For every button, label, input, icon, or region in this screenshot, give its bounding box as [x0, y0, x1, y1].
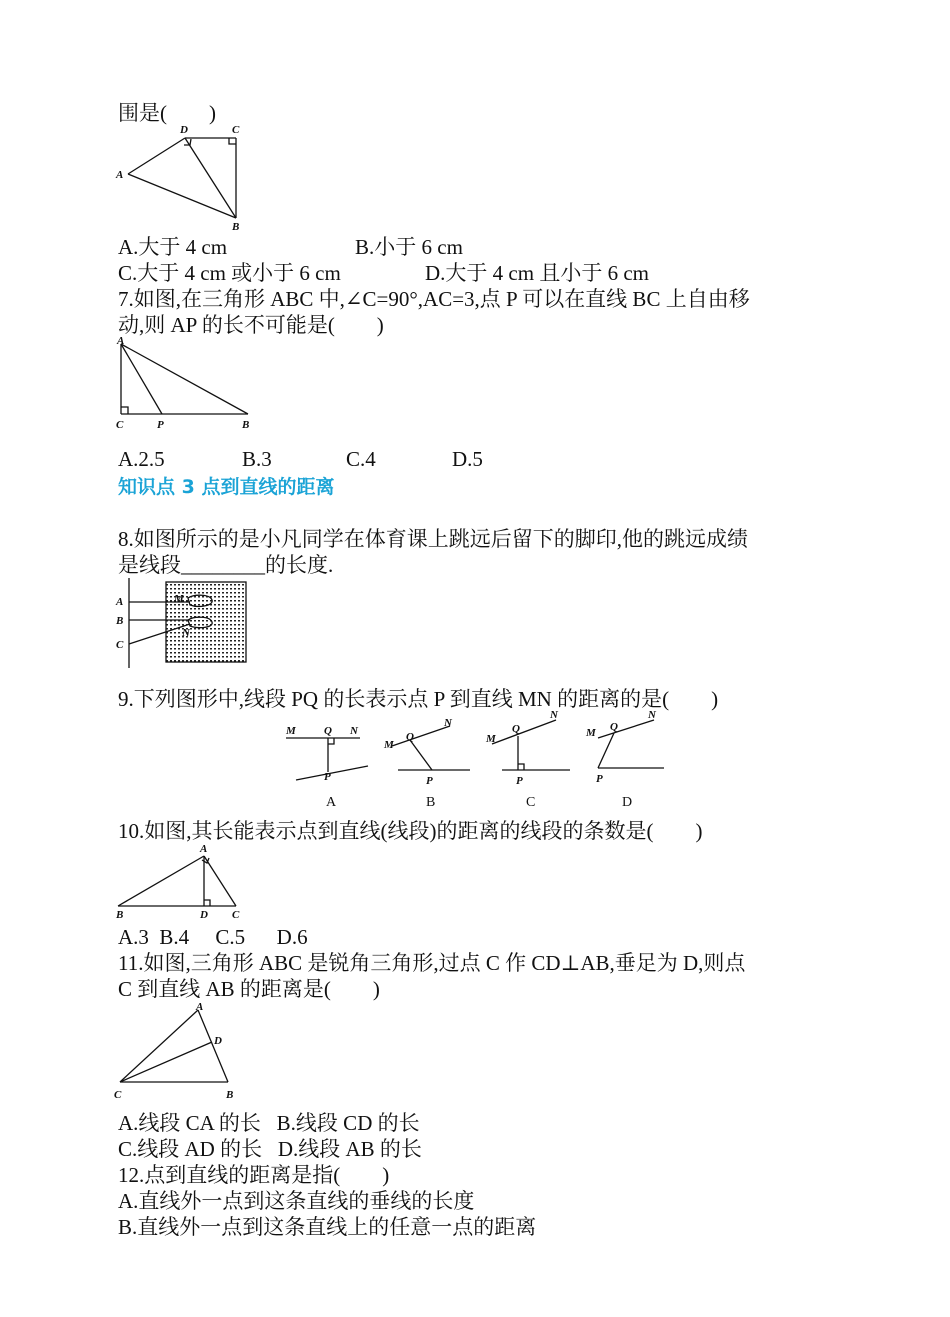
figure-q6 [110, 118, 250, 238]
label-B: B [226, 1089, 234, 1101]
label-N: N [350, 725, 358, 737]
q11-options-cd: C.线段 AD 的长 D.线段 AB 的长 [118, 1137, 422, 1161]
option-label-c: C [526, 795, 536, 810]
q12-option-a: A.直线外一点到这条直线的垂线的长度 [118, 1189, 475, 1213]
q9-stem: 9.下列图形中,线段 PQ 的长表示点 P 到直线 MN 的距离的是( ) [118, 687, 719, 711]
label-Q: Q [610, 721, 618, 733]
figure-q9 [280, 708, 680, 812]
q6-stem-tail: 围是( ) [118, 101, 216, 125]
label-A: A [200, 843, 208, 855]
label-C: C [114, 1089, 122, 1101]
label-C: C [232, 909, 240, 921]
q8-stem-1: 8.如图所示的是小凡同学在体育课上跳远后留下的脚印,他的跳远成绩 [118, 527, 748, 551]
label-Q: Q [512, 723, 520, 735]
figure-q8 [110, 576, 260, 676]
label-C: C [232, 124, 240, 136]
label-B: B [232, 221, 240, 233]
label-N: N [182, 627, 190, 639]
option-label-a: A [326, 795, 337, 810]
label-M: M [174, 593, 184, 605]
q7-option-b: B.3 [242, 447, 272, 471]
q11-stem-1: 11.如图,三角形 ABC 是锐角三角形,过点 C 作 CD⊥AB,垂足为 D,则点 [118, 951, 746, 975]
option-label-b: B [426, 795, 436, 810]
label-B: B [242, 419, 250, 431]
q7-option-d: D.5 [452, 447, 483, 471]
label-C: C [116, 419, 124, 431]
label-M: M [486, 733, 496, 745]
label-A: A [117, 335, 125, 347]
label-P: P [157, 419, 164, 431]
label-Q: Q [406, 731, 414, 743]
q12-stem: 12.点到直线的距离是指( ) [118, 1163, 390, 1187]
figure-q11 [110, 1000, 250, 1104]
label-M: M [384, 739, 394, 751]
label-D: D [214, 1035, 222, 1047]
q10-options: A.3 B.4 C.5 D.6 [118, 925, 308, 949]
label-P: P [596, 773, 603, 785]
label-D: D [200, 909, 208, 921]
label-B: B [116, 615, 124, 627]
label-P: P [516, 775, 523, 787]
label-B: B [116, 909, 124, 921]
q6-option-c: C.大于 4 cm 或小于 6 cm [118, 261, 341, 285]
label-N: N [648, 709, 656, 721]
option-label-d: D [622, 795, 633, 810]
q11-stem-2: C 到直线 AB 的距离是( ) [118, 977, 380, 1001]
label-A: A [116, 596, 124, 608]
label-Q: Q [324, 725, 332, 737]
q7-option-c: C.4 [346, 447, 376, 471]
label-N: N [550, 709, 558, 721]
q10-stem: 10.如图,其长能表示点到直线(线段)的距离的线段的条数是( ) [118, 819, 703, 843]
q6-option-b: B.小于 6 cm [355, 235, 463, 259]
q11-options-ab: A.线段 CA 的长 B.线段 CD 的长 [118, 1111, 420, 1135]
label-D: D [180, 124, 188, 136]
q7-option-a: A.2.5 [118, 447, 165, 471]
q6-option-a: A.大于 4 cm [118, 235, 228, 259]
label-M: M [586, 727, 596, 739]
figure-q10 [112, 842, 252, 922]
label-N: N [444, 717, 452, 729]
q6-option-d: D.大于 4 cm 且小于 6 cm [425, 261, 649, 285]
label-M: M [286, 725, 296, 737]
label-P: P [426, 775, 433, 787]
q7-stem-1: 7.如图,在三角形 ABC 中,∠C=90°,AC=3,点 P 可以在直线 BC 上自由移 [118, 287, 750, 311]
label-C: C [116, 639, 124, 651]
label-P: P [324, 771, 331, 783]
figure-q7 [112, 336, 262, 436]
label-A: A [116, 169, 124, 181]
label-A: A [196, 1001, 204, 1013]
q12-option-b: B.直线外一点到这条直线上的任意一点的距离 [118, 1215, 537, 1239]
q8-stem-2: 是线段________的长度. [118, 553, 334, 577]
q7-stem-2: 动,则 AP 的长不可能是( ) [118, 313, 384, 337]
section-heading: 知识点 3 点到直线的距离 [118, 476, 335, 498]
